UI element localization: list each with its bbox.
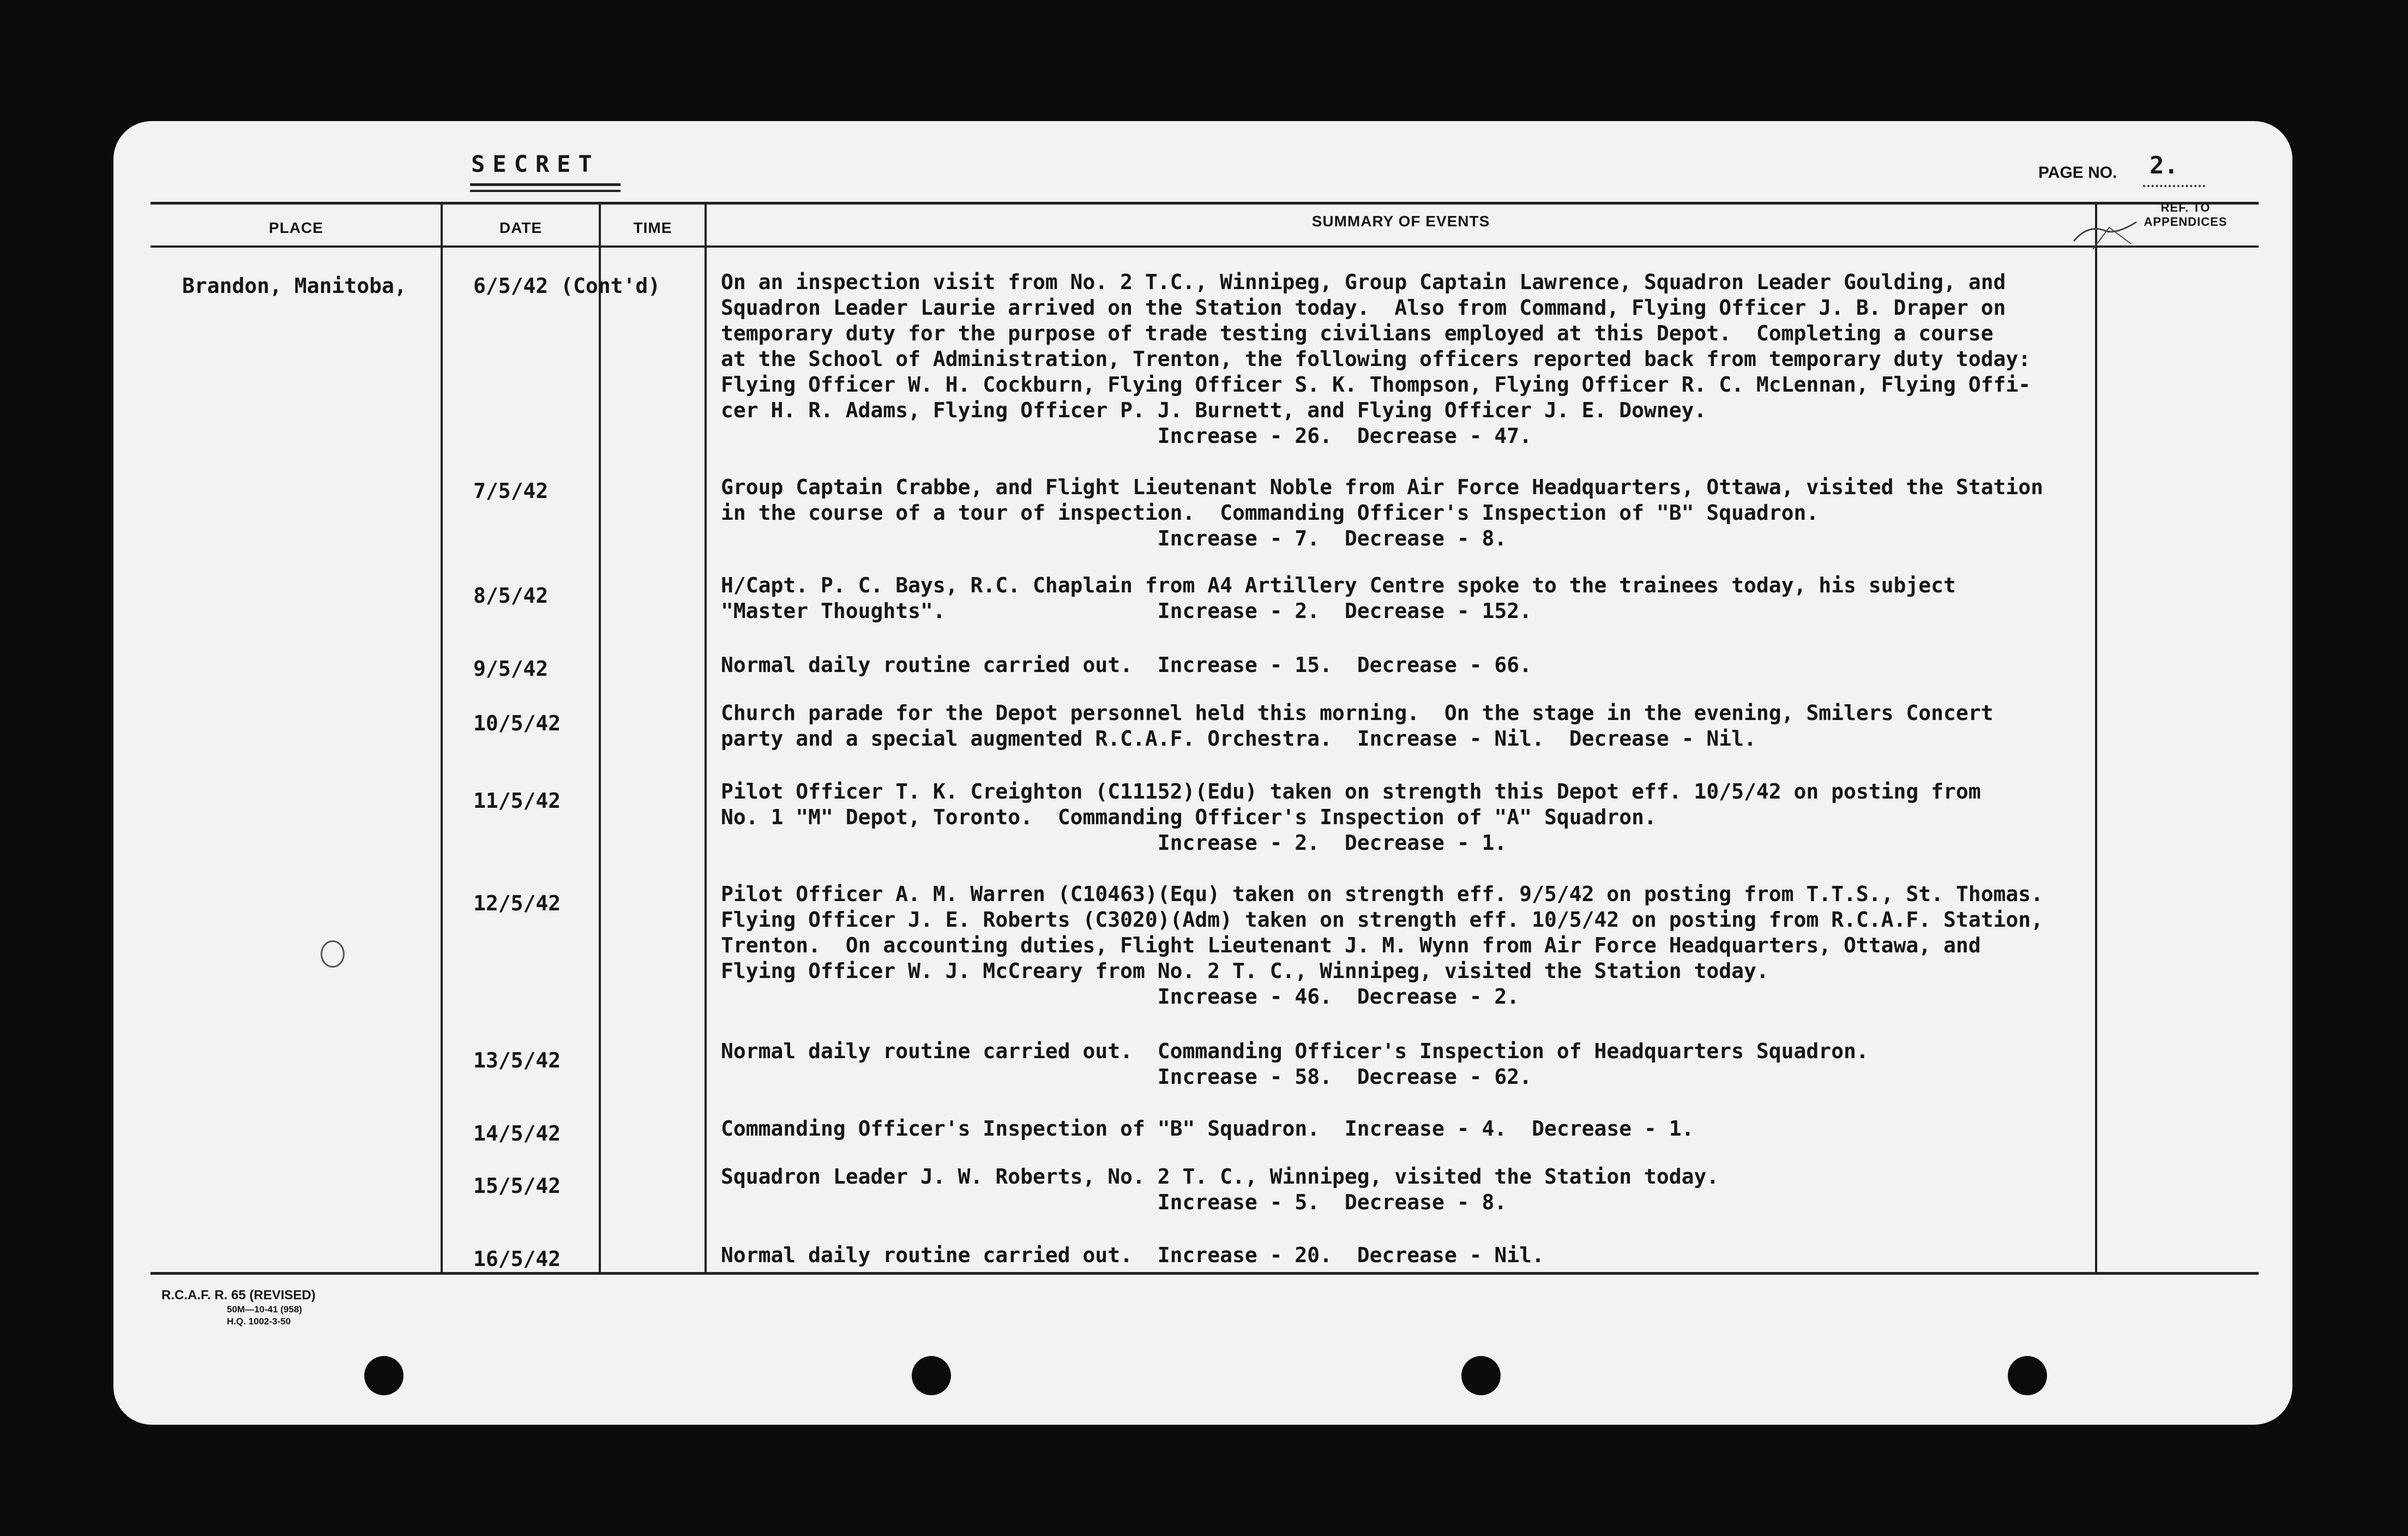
entry-date: 16/5/42	[473, 1247, 561, 1271]
entry-date: 15/5/42	[473, 1174, 561, 1198]
form-number-block	[161, 1287, 316, 1328]
column-header-place: PLACE	[269, 219, 323, 236]
table-bottom-rule	[150, 1272, 2259, 1275]
entry-date: 10/5/42	[473, 711, 561, 735]
entry-date: 6/5/42 (Cont'd)	[473, 274, 661, 298]
entry-summary: On an inspection visit from No. 2 T.C., Winnipeg, Group Captain Lawrence, Squadron Leader Goulding, and Squadron Leader Laurie arrived on the Station today. Also from Command, Flying Officer J. B. Draper on temporary duty for the purpose of trade testing civilians employed at this Depot. Completing a course at the School of Administration, Trenton, the following officers reported back from temporary duty today: Flying Officer W. H. Cockburn, Flying Officer S. K. Thompson, Flying Officer R. C. McLennan, Flying Offi- cer H. R. Adams, Flying Officer P. J. Burnett, and Flying Officer J. E. Downey. Increase - 26. Decrease - 47.	[721, 270, 2031, 448]
divider-place-date	[441, 202, 443, 1273]
pencil-check-mark-icon	[2071, 219, 2142, 252]
classification-underline-2	[470, 190, 621, 192]
column-header-date: DATE	[499, 219, 543, 236]
entry-summary: Church parade for the Depot personnel held this morning. On the stage in the evening, Smilers Concert party and a special augmented R.C.A.F. Orchestra. Increase - Nil. Decrease - Nil.	[721, 701, 1994, 751]
entry-summary: Commanding Officer's Inspection of "B" Squadron. Increase - 4. Decrease - 1.	[721, 1117, 1694, 1141]
column-header-time: TIME	[633, 219, 672, 236]
column-header-summary: SUMMARY OF EVENTS	[1311, 213, 1490, 230]
form-number: R.C.A.F. R. 65 (REVISED)	[161, 1288, 316, 1303]
binder-hole	[364, 1356, 404, 1395]
entry-date: 9/5/42	[473, 657, 549, 681]
entry-date: 14/5/42	[473, 1121, 561, 1145]
form-hq-code: H.Q. 1002-3-50	[227, 1316, 291, 1327]
binder-hole	[2008, 1356, 2047, 1395]
binder-hole	[1461, 1356, 1501, 1395]
entry-summary: Squadron Leader J. W. Roberts, No. 2 T. C., Winnipeg, visited the Station today. Increase - 5. Decrease - 8.	[721, 1165, 1719, 1214]
entry-date: 13/5/42	[473, 1048, 561, 1072]
entry-summary: Group Captain Crabbe, and Flight Lieutenant Noble from Air Force Headquarters, Ottawa, visited the Station in the course of a tour of inspection. Commanding Officer's Inspection of "B" Squadron. Increase - 7. Decrease - 8.	[721, 475, 2044, 550]
entry-date: 12/5/42	[473, 891, 561, 915]
record-sheet	[113, 121, 2292, 1425]
entry-summary: Normal daily routine carried out. Commanding Officer's Inspection of Headquarters Squadron. Increase - 58. Decrease - 62.	[721, 1039, 1869, 1089]
divider-date-time	[599, 202, 601, 1273]
column-header-ref: REF. TO APPENDICES	[2144, 201, 2228, 229]
header-top-rule	[150, 202, 2259, 205]
entry-summary: Pilot Officer T. K. Creighton (C11152)(Edu) taken on strength this Depot eff. 10/5/42 on posting from No. 1 "M" Depot, Toronto. Commanding Officer's Inspection of "A" Squadron. Increase - 2. Decrease - 1.	[721, 779, 1981, 855]
entry-date: 7/5/42	[473, 479, 549, 503]
classification-underline	[470, 183, 621, 186]
place-cell: Brandon, Manitoba,	[182, 274, 407, 298]
entry-date: 11/5/42	[473, 789, 561, 813]
form-print-code: 50M—10-41 (958)	[227, 1304, 302, 1315]
entry-summary: Pilot Officer A. M. Warren (C10463)(Equ) taken on strength eff. 9/5/42 on posting from T.T.S., St. Thomas. Flying Officer J. E. Roberts (C3020)(Adm) taken on strength eff. 10/5/42 on posting from R.C.A.F. Station, Trenton. On accounting duties, Flight Lieutenant J. M. Wynn from Air Force Headquarters, Ottawa, and Flying Officer W. J. McCreary from No. 2 T. C., Winnipeg, visited the Station today. Increase - 46. Decrease - 2.	[721, 882, 2044, 1009]
ink-smudge	[321, 940, 345, 968]
divider-time-summary	[705, 202, 707, 1273]
page-number-dotted-line	[2143, 183, 2205, 187]
classification-stamp: SECRET	[471, 151, 600, 177]
entry-summary: H/Capt. P. C. Bays, R.C. Chaplain from A4 Artillery Centre spoke to the trainees today, his subject "Master Thoughts". Increase - 2. Decrease - 152.	[721, 573, 1956, 623]
entry-summary: Normal daily routine carried out. Increase - 15. Decrease - 66.	[721, 653, 1532, 677]
binder-hole	[912, 1356, 951, 1395]
header-bottom-rule	[150, 245, 2259, 248]
page-number: 2.	[2150, 152, 2178, 179]
entry-date: 8/5/42	[473, 584, 549, 608]
page-number-label: PAGE NO.	[2038, 164, 2117, 182]
entry-summary: Normal daily routine carried out. Increase - 20. Decrease - Nil.	[721, 1243, 1544, 1267]
